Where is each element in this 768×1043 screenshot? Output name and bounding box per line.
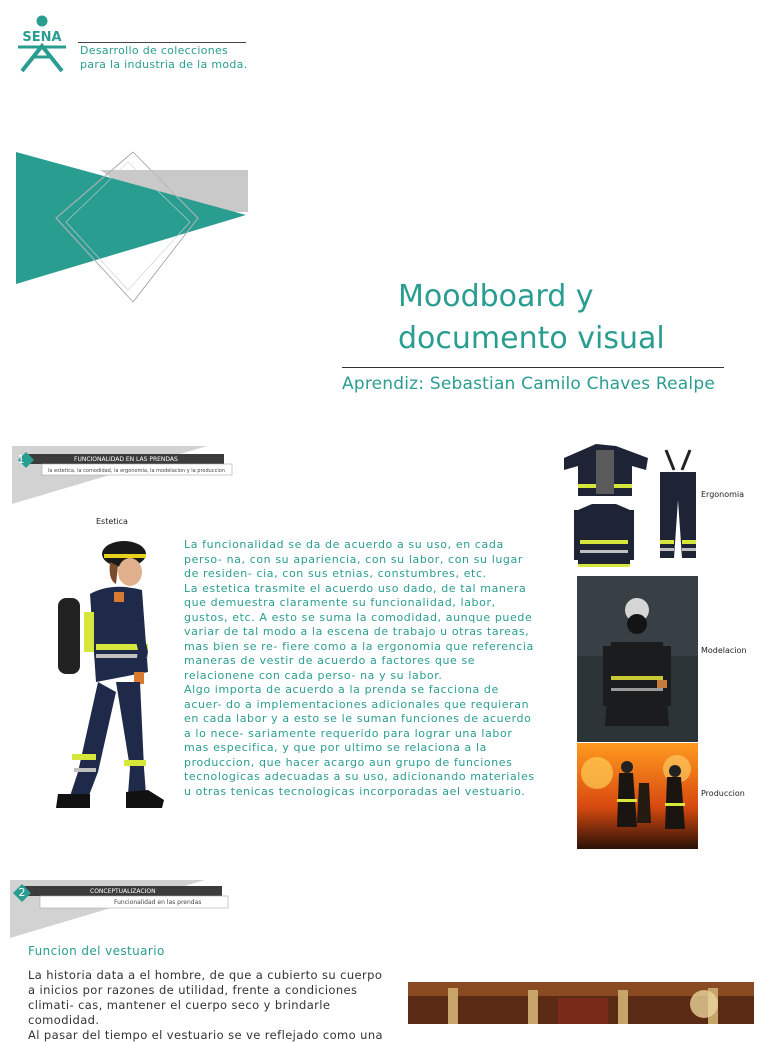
section1-sublabel: la estetica, la comodidad, la ergonomia, la modelacion y la produccion xyxy=(48,468,225,474)
section1-body-text xyxy=(184,538,540,799)
section2-paragraph1: La historia data a el hombre, de que a cubierto su cuerpo a inicios por razones de utilidad, frente a condiciones climati- cas, mantener el cuerpo seco y brindarle comodidad. xyxy=(28,968,383,1027)
palace-interior-photo xyxy=(408,982,754,1024)
section2-body-text xyxy=(28,968,384,1043)
header-subtitle-line1: Desarrollo de colecciones xyxy=(80,44,229,57)
document-title xyxy=(398,276,665,360)
firefighter-illustration xyxy=(44,532,184,822)
section2-label: CONCEPTUALIZACION xyxy=(90,888,156,895)
section1-paragraph3: Algo importa de acuerdo a la prenda se facciona de acuer- do a implementaciones adicionales que requieran en cada labor y a esto se le suman funciones de acuerdo a lo nece- sariamente requerido para lograr una labor mas especifica, y que por ultimo se relaciona a la produccion, que hacer acargo aun grupo de funciones tecnologicas adecuadas a su uso, adicionando materiales u otras tenicas tecnologicas incorporadas ael vestuario. xyxy=(184,683,535,798)
sena-logo xyxy=(12,14,74,74)
header-subtitle xyxy=(80,44,248,72)
section2-heading: Funcion del vestuario xyxy=(28,944,165,958)
decorative-triangle-graphic xyxy=(10,140,260,310)
title-line1: Moodboard y xyxy=(398,279,594,314)
firefighters-fire-photo xyxy=(577,743,698,849)
section1-label: FUNCIONALIDAD EN LAS PRENDAS xyxy=(74,456,178,463)
section1-number: 1 xyxy=(17,453,25,466)
modelacion-caption: Modelacion xyxy=(701,646,747,655)
ergonomia-caption: Ergonomia xyxy=(701,490,745,499)
header-divider xyxy=(78,42,246,43)
firefighter-smoke-photo xyxy=(577,576,698,742)
section1-paragraph1: La funcionalidad se da de acuerdo a su uso, en cada perso- na, con su apariencia, con su labor, con su lugar de residen- cia, con sus etnias, constumbres, etc. xyxy=(184,538,523,580)
title-line2: documento visual xyxy=(398,321,665,356)
estetica-caption: Estetica xyxy=(96,517,128,526)
turnout-gear-photo xyxy=(556,440,702,574)
section2-sublabel: Funcionalidad en las prendas xyxy=(114,899,202,906)
title-divider xyxy=(342,367,724,368)
section2-paragraph2: Al pasar del tiempo el vestuario se ve reflejado como una xyxy=(28,1028,383,1042)
header-subtitle-line2: para la industria de la moda. xyxy=(80,58,248,71)
logo-wordmark: SENA xyxy=(22,30,62,45)
author-line: Aprendiz: Sebastian Camilo Chaves Realpe xyxy=(342,374,715,394)
produccion-caption: Produccion xyxy=(701,789,745,798)
section1-paragraph2: La estetica trasmite el acuerdo uso dado, de tal manera que demuestra claramente su funcionalidad, labor, gustos, etc. A esto se suma la comodidad, aunque puede variar de tal modo a la escena de trabajo u otras tareas, mas bien se re- fiere como a la ergonomia que referencia maneras de vestir de acuerdo a factores que se relacionene con cada perso- na y su labor. xyxy=(184,581,534,682)
section1-banner-shape xyxy=(12,446,236,504)
section2-number: 2 xyxy=(18,886,26,899)
